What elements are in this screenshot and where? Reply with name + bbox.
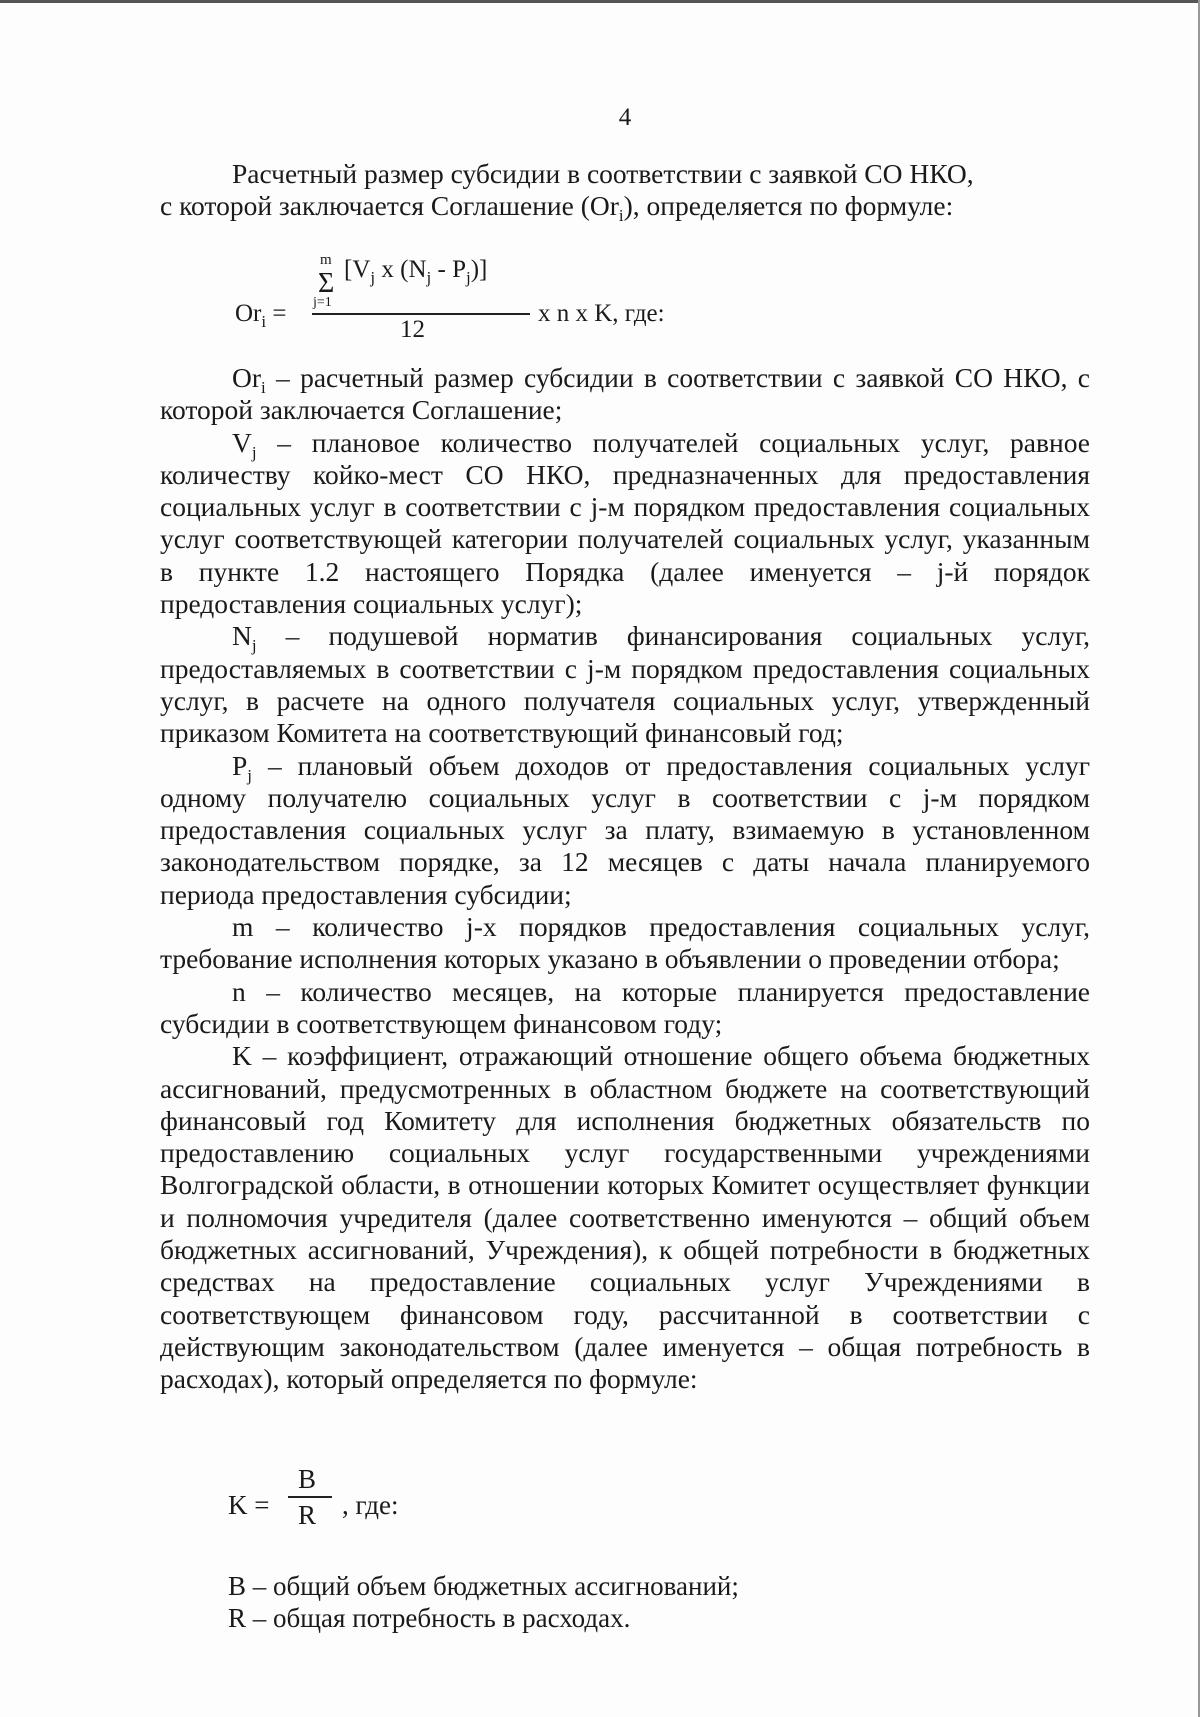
formula2-fraction-bar [288, 1496, 332, 1498]
definition-r: R – общая потребность в расходах. [228, 1603, 631, 1633]
coefficient-formula [228, 1464, 528, 1560]
formula2-tail: , где: [342, 1490, 399, 1520]
definition-b: B – общий объем бюджетных ассигнований; [228, 1571, 739, 1601]
definitions-block [160, 362, 1090, 1396]
definition-p: $P_j$ – плановый объем доходов от предоставления социальных услуг одному получателю социальных услуг в соответствии с j-м порядком предоставления социальных услуг за плату, взимаемую в установленном законодательством порядке, за 12 месяцев с даты начала планируемого периода предоставления субсидии; [160, 749, 1090, 910]
fraction-bar [312, 313, 530, 315]
intro-paragraph [160, 158, 1090, 226]
page-number: 4 [618, 104, 632, 131]
formula-lhs: $Or_i$ = [235, 300, 287, 331]
subsidy-formula [220, 250, 720, 350]
sum-upper-limit: m [320, 252, 332, 268]
definition-m: m – количество j-х порядков предоставления социальных услуг, требование исполнения которых указано в объявлении о проведении отбора; [160, 911, 1090, 975]
definition-n-months: n – количество месяцев, на которые планируется предоставление субсидии в соответствующем финансовом году; [160, 975, 1090, 1039]
formula-tail: x n x K, где: [538, 300, 665, 327]
definitions-block-2 [228, 1570, 1028, 1634]
definition-n: $N_j$ – подушевой норматив финансирования социальных услуг, предоставляемых в соответствии с j-м порядком предоставления социальных услуг, в расчете на одного получателя социальных услуг, утвержденный приказом Комитета на соответствующий финансовый год; [160, 620, 1090, 749]
formula-numerator: [$V_j$ x $(N_j - P_j)$] [344, 256, 488, 287]
formula2-lhs: K = [228, 1490, 270, 1520]
formula2-denominator: R [298, 1500, 317, 1530]
sum-symbol: Σ [318, 268, 335, 299]
definition-v: $V_j$ – плановое количество получателей социальных услуг, равное количеству койко-мест СО НКО, предназначенных для предоставления социальных услуг в соответствии с j-м порядком предоставления социальных услуг соответствующей категории получателей социальных услуг, указанным в пункте 1.2 настоящего Порядка (далее именуется – j-й порядок предоставления социальных услуг); [160, 426, 1090, 620]
intro-line-2: с которой заключается Соглашение $(Or_i)$, определяется по формуле: [160, 190, 954, 226]
formula2-numerator: B [298, 1464, 317, 1494]
intro-line-1: Расчетный размер субсидии в соответствии с заявкой СО НКО, [232, 158, 974, 189]
sum-lower-limit: j=1 [313, 295, 332, 310]
definition-k: K – коэффициент, отражающий отношение общего объема бюджетных ассигнований, предусмотренных в областном бюджете на соответствующий финансовый год Комитету для исполнения бюджетных обязательств по предоставлению социальных услуг государственными учреждениями Волгоградской области, в отношении которых Комитет осуществляет функции и полномочия учредителя (далее соответственно именуются – общий объем бюджетных ассигнований, Учреждения), к общей потребности в бюджетных средствах на предоставление социальных услуг Учреждениями в соответствующем финансовом году, рассчитанной в соответствии с действующим законодательством (далее именуется – общая потребность в расходах), который определяется по формуле: [160, 1040, 1090, 1395]
scan-edge-top [0, 0, 1200, 3]
definition-or: $Or_i$ – расчетный размер субсидии в соответствии с заявкой СО НКО, с которой заключается Соглашение; [160, 362, 1090, 426]
formula-denominator: 12 [400, 316, 425, 343]
